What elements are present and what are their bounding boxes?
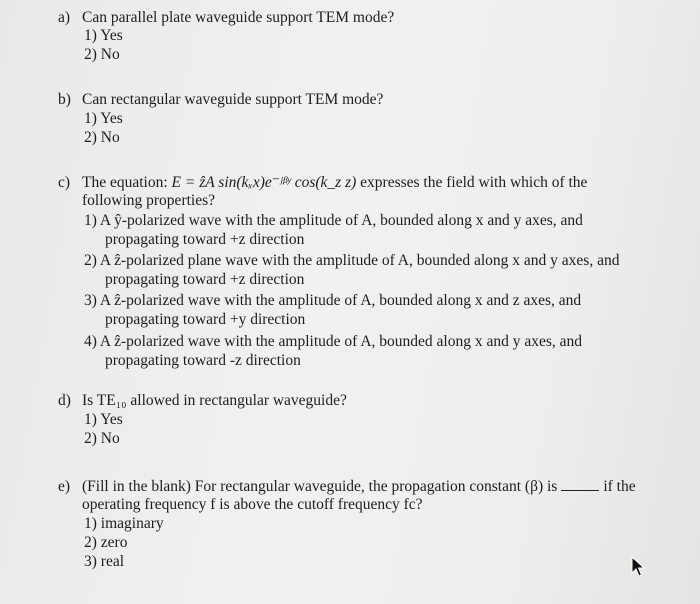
option-a-1[interactable]: 1) Yes (84, 27, 123, 44)
option-e-3[interactable]: 3) real (84, 553, 125, 570)
option-c-4[interactable]: 4) A ẑ-polarized wave with the amplitude of A, bounded along x and y axes, and (84, 333, 583, 350)
question-b-letter: b) (58, 91, 71, 108)
question-d-letter: d) (58, 392, 71, 409)
question-e-line2: operating frequency f is above the cutoff frequency fc? (82, 496, 423, 513)
option-a-2[interactable]: 2) No (84, 46, 120, 63)
question-e-after-blank: if the (603, 478, 636, 495)
mouse-pointer-icon (631, 556, 645, 578)
question-a-letter: a) (58, 9, 71, 26)
option-c-2-cont: propagating toward +z direction (105, 271, 305, 288)
option-d-2[interactable]: 2) No (84, 430, 120, 447)
option-c-2[interactable]: 2) A ẑ-polarized plane wave with the amplitude of A, bounded along x and y axes, and (84, 252, 620, 269)
question-e-text: (Fill in the blank) For rectangular waveguide, the propagation constant (β) is (82, 478, 558, 495)
question-d-text: Is TE₁₀ allowed in rectangular waveguide? (82, 392, 347, 409)
option-c-1[interactable]: 1) A ŷ-polarized wave with the amplitude of A, bounded along x and y axes, and (84, 212, 583, 229)
option-e-2[interactable]: 2) zero (84, 534, 128, 551)
option-c-3-cont: propagating toward +y direction (105, 311, 306, 328)
option-b-2[interactable]: 2) No (84, 129, 120, 146)
question-c-letter: c) (58, 174, 71, 191)
question-c-line1 (82, 174, 587, 192)
question-a-text: Can parallel plate waveguide support TEM mode? (82, 9, 395, 26)
option-c-4-cont: propagating toward -z direction (105, 352, 301, 369)
option-c-1-cont: propagating toward +z direction (105, 231, 305, 248)
question-e-letter: e) (58, 478, 71, 495)
question-e-line1 (82, 478, 636, 496)
equation: E = ẑA sin(kₓx)e⁻ʲᵝʸ cos(k_z z) (171, 174, 357, 191)
question-c-prefix: The equation: (82, 174, 172, 191)
option-c-3[interactable]: 3) A ẑ-polarized wave with the amplitude of A, bounded along x and z axes, and (84, 292, 582, 309)
question-b-text: Can rectangular waveguide support TEM mode? (82, 91, 384, 108)
option-d-1[interactable]: 1) Yes (84, 411, 123, 428)
question-c-suffix: expresses the field with which of the (356, 174, 588, 191)
option-b-1[interactable]: 1) Yes (84, 110, 123, 127)
question-c-line2: following properties? (82, 192, 216, 209)
option-e-1[interactable]: 1) imaginary (84, 515, 164, 532)
answer-blank[interactable] (561, 478, 599, 491)
